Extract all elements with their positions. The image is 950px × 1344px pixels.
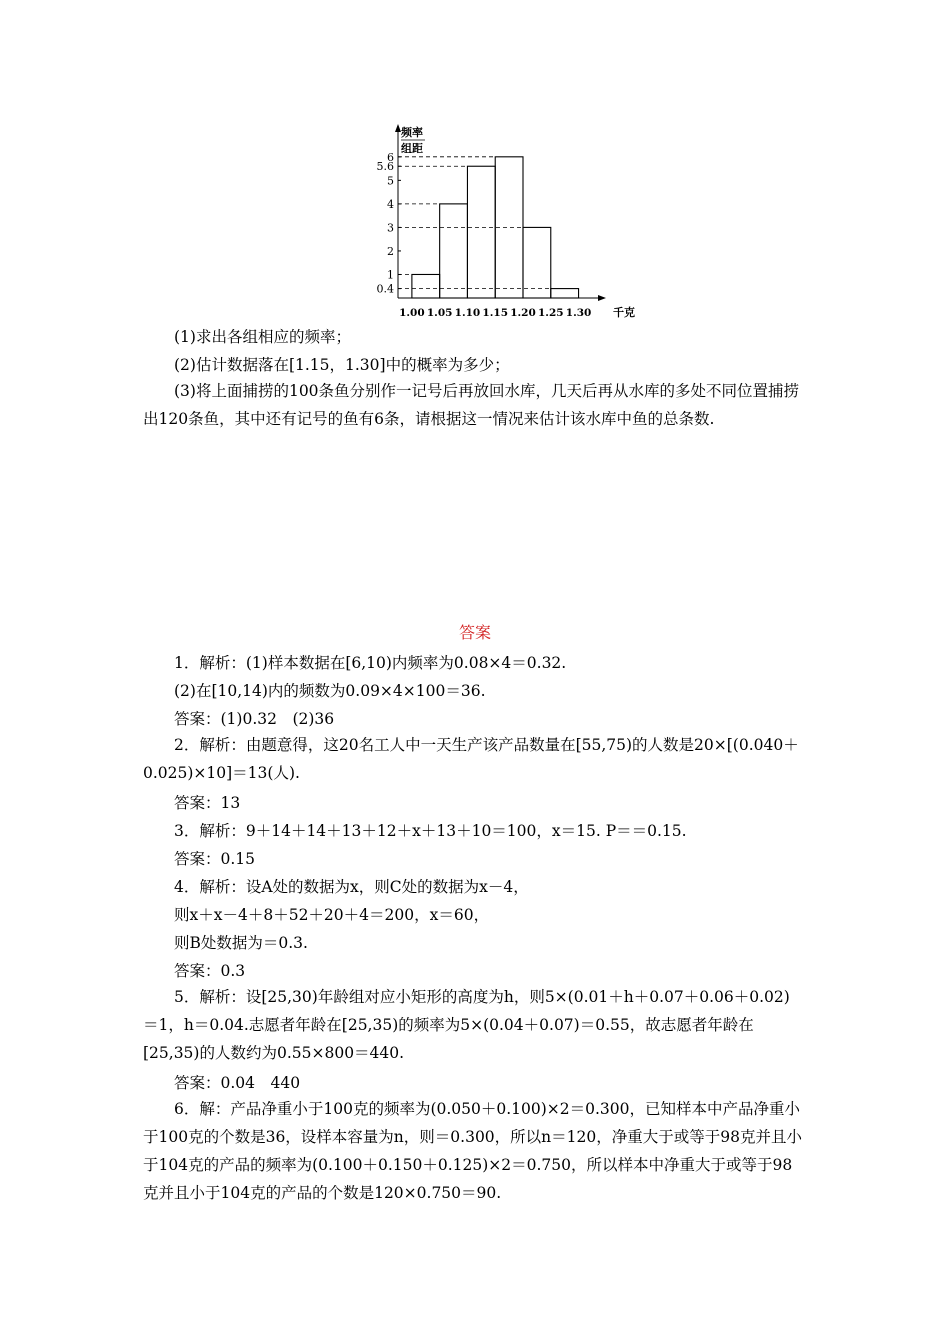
histogram-bar (467, 166, 495, 298)
answer-heading: 答案 (458, 623, 491, 642)
x-tick-label: 1.10 (454, 307, 481, 319)
answer-1-result: 答案：(1)0.32 (2)36 (174, 710, 335, 728)
x-tick-label: 1.05 (426, 307, 453, 319)
x-axis-arrow (598, 295, 606, 301)
x-tick-label: 1.00 (399, 307, 425, 319)
y-tick-label: 0.4 (376, 282, 394, 296)
question-1: (1)求出各组相应的频率； (174, 328, 351, 346)
answer-2-result: 答案：13 (174, 794, 241, 812)
answer-4-line-2: 则x＋x－4＋8＋52＋20＋4＝200，x＝60， (174, 906, 490, 924)
y-tick-label: 6 (387, 150, 394, 164)
x-tick-label: 1.15 (482, 307, 509, 319)
x-tick-label: 1.20 (510, 307, 536, 319)
x-tick-label: 1.30 (565, 307, 592, 319)
answer-4-result: 答案：0.3 (174, 962, 246, 980)
answer-5-result: 答案：0.04 440 (174, 1074, 301, 1092)
answer-2-text: 2．解析：由题意得，这20名工人中一天生产该产品数量在[55,75)的人数是20×[(0.040＋0.025)×10]＝13(人). (143, 736, 799, 782)
answer-4-line-1: 4．解析：设A处的数据为x，则C处的数据为x－4， (174, 878, 529, 896)
answer-3-result: 答案：0.15 (174, 850, 256, 868)
answer-1-line-1: 1．解析：(1)样本数据在[6,10)内频率为0.08×4＝0.32. (174, 654, 567, 672)
y-tick-label: 5.6 (376, 160, 394, 174)
y-axis-label-bottom: 组距 (401, 142, 423, 155)
y-axis-label-top: 频率 (401, 126, 423, 139)
x-axis-label: 千克 (613, 306, 635, 319)
histogram-bar (412, 274, 440, 298)
answer-5-text: 5．解析：设[25,30)年龄组对应小矩形的高度为h，则5×(0.01＋h＋0.07＋0.06＋0.02)＝1，h＝0.04.志愿者年龄在[25,35)的频率为5×(0.04＋0.07)＝0.55，故志愿者年龄在[25,35)的人数约为0.55×800＝440. (143, 988, 790, 1062)
answer-3-line-1: 3．解析：9＋14＋14＋13＋12＋x＋13＋10＝100，x＝15. P＝＝0.15. (174, 822, 687, 840)
histogram-bar (440, 204, 468, 298)
question-2: (2)估计数据落在[1.15，1.30]中的概率为多少； (174, 356, 510, 374)
x-tick-label: 1.25 (537, 307, 564, 319)
answer-4-line-3: 则B处数据为＝0.3. (174, 934, 308, 952)
y-tick-label: 3 (387, 221, 394, 235)
y-tick-label: 2 (387, 244, 394, 258)
question-3: (3)将上面捕捞的100条鱼分别作一记号后再放回水库，几天后再从水库的多处不同位置捕捞出120条鱼，其中还有记号的鱼有6条，请根据这一情况来估计该水库中鱼的总条数. (143, 382, 800, 428)
histogram-bar (523, 227, 551, 298)
y-tick-label: 1 (387, 268, 394, 282)
frequency-histogram (360, 118, 635, 323)
answer-6-text: 6．解：产品净重小于100克的频率为(0.050＋0.100)×2＝0.300，已知样本中产品净重小于100克的个数是36，设样本容量为n，则＝0.300，所以n＝120，净重大于或等于98克并且小于104克的产品的频率为(0.100＋0.150＋0.125)×2＝0.750，所以样本中净重大于或等于98克并且小于104克的产品的个数是120×0.750＝90. (143, 1100, 802, 1202)
answer-1-line-2: (2)在[10,14)内的频数为0.09×4×100＝36. (174, 682, 486, 700)
y-tick-label: 4 (387, 197, 394, 211)
histogram-bar (551, 289, 579, 298)
y-tick-label: 5 (387, 174, 394, 188)
